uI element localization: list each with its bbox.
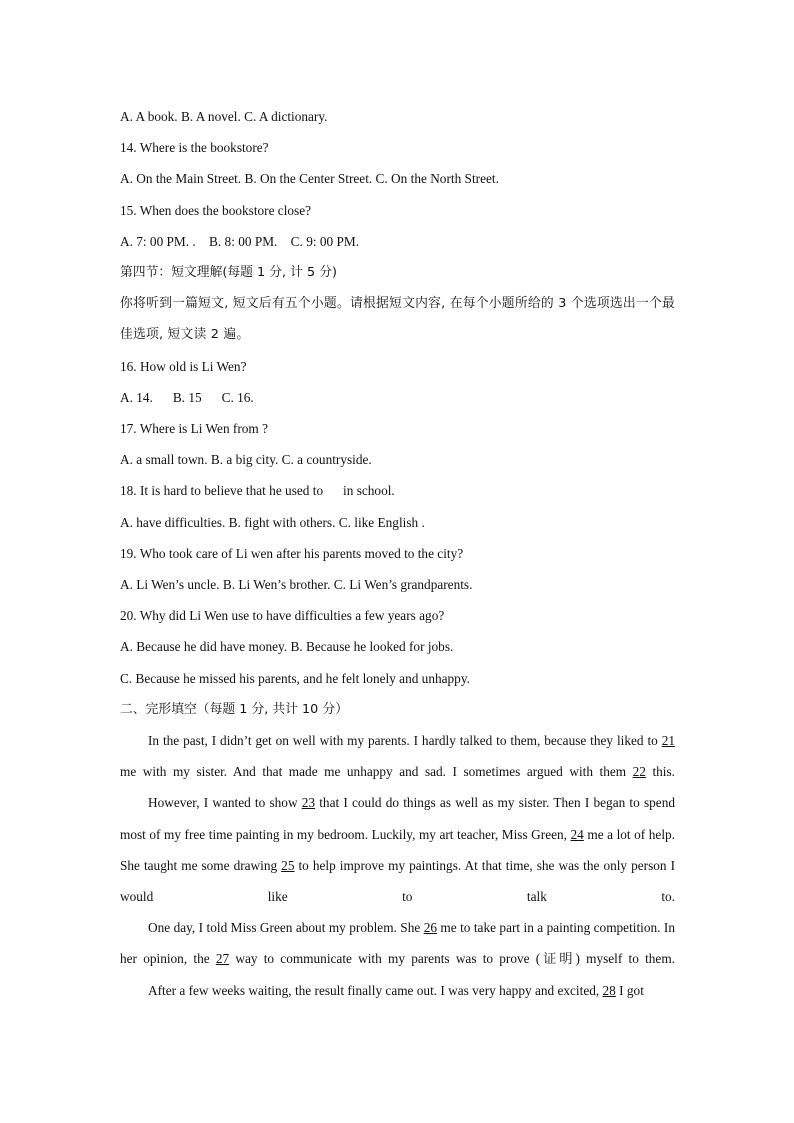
q14-options: A. On the Main Street. B. On the Center Street. C. On the North Street. [120, 171, 499, 187]
q14-question: 14. Where is the bookstore? [120, 140, 269, 156]
blank-28: 28 [602, 982, 616, 998]
q18-options: A. have difficulties. B. fight with others. C. like English . [120, 514, 425, 530]
q17-question: 17. Where is Li Wen from ? [120, 421, 268, 437]
passage-text: In the past, I didn’t get on well with my parents. I hardly talked to them, because they liked to [148, 733, 658, 749]
passage-text: One day, I told Miss Green about my problem. She [148, 920, 424, 936]
section4-title: 第四节：短文理解(每题 1 分, 计 5 分) [120, 265, 338, 281]
blank-26: 26 [423, 920, 437, 936]
q19-question: 19. Who took care of Li wen after his parents moved to the city? [120, 545, 464, 561]
blank-24: 24 [570, 826, 584, 842]
passage-text: way to communicate with my parents was to prove (证明) myself to them. [229, 951, 675, 967]
section4-instruction: 你将听到一篇短文, 短文后有五个小题。请根据短文内容, 在每个小题所给的 3 个选项选出一个最佳选项, 短文读 2 遍。 [120, 296, 675, 343]
blank-27: 27 [215, 951, 230, 967]
q20-options-ab: A. Because he did have money. B. Because he looked for jobs. [120, 639, 454, 655]
blank-22: 22 [632, 764, 646, 780]
passage-text: I got [615, 982, 644, 998]
part2-title: 二、完形填空（每题 1 分, 共计 10 分） [120, 701, 348, 717]
passage-text: that I could do things as well as my sister. Then I began to spend most of my free time painting in my bedroom. Luckily, my art teacher, Miss Green, [120, 795, 675, 842]
blank-21: 21 [661, 733, 675, 749]
q19-options: A. Li Wen’s uncle. B. Li Wen’s brother. C. Li Wen’s grandparents. [120, 577, 473, 593]
q20-option-c: C. Because he missed his parents, and he felt lonely and unhappy. [120, 670, 470, 686]
q13-options: A. A book. B. A novel. C. A dictionary. [120, 109, 328, 124]
exam-content [120, 101, 675, 1006]
cloze-paragraph-1 [120, 725, 675, 787]
cloze-paragraph-2 [120, 787, 675, 912]
q15-question: 15. When does the bookstore close? [120, 202, 312, 218]
passage-text: However, I wanted to show [148, 795, 302, 811]
q18-question: 18. It is hard to believe that he used to in school. [120, 483, 395, 499]
passage-text: After a few weeks waiting, the result finally came out. I was very happy and excited, [148, 982, 603, 998]
blank-23: 23 [301, 795, 316, 811]
passage-text: me with my sister. And that made me unhappy and sad. I sometimes argued with them [120, 764, 633, 780]
q17-options: A. a small town. B. a big city. C. a countryside. [120, 452, 372, 468]
blank-25: 25 [281, 857, 295, 873]
q20-question: 20. Why did Li Wen use to have difficulties a few years ago? [120, 608, 445, 624]
passage-text: me a lot of help. She taught me some drawing [120, 826, 675, 873]
cloze-paragraph-3 [120, 912, 675, 974]
q16-options: A. 14. B. 15 C. 16. [120, 389, 254, 405]
q15-options: A. 7: 00 PM. . B. 8: 00 PM. C. 9: 00 PM. [120, 233, 360, 249]
q16-question: 16. How old is Li Wen? [120, 358, 247, 374]
passage-text: me to take part in a painting competition. In her opinion, the [120, 920, 675, 967]
passage-text: to help improve my paintings. At that time, she was the only person I would like to talk to. [120, 857, 676, 905]
cloze-paragraph-4 [120, 975, 675, 1006]
passage-text: this. [645, 764, 675, 780]
